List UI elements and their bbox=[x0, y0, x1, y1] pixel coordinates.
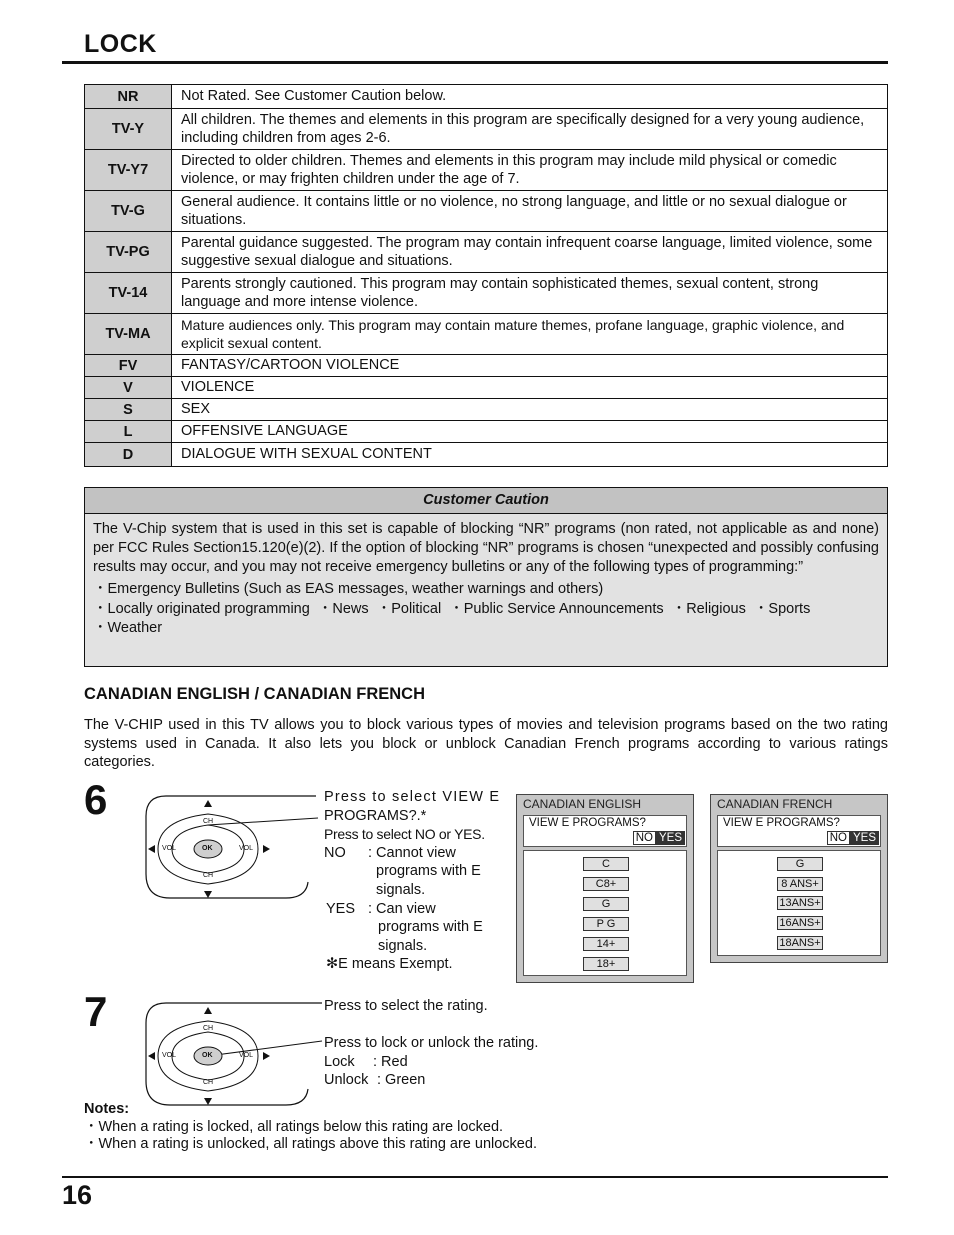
rating-item[interactable]: 8 ANS+ bbox=[777, 877, 823, 891]
lock-value: : Red bbox=[373, 1053, 408, 1070]
rating-code: TV-PG bbox=[85, 232, 172, 273]
no-option[interactable]: NO bbox=[827, 831, 850, 845]
no-yes-toggle[interactable] bbox=[633, 831, 685, 845]
no-text: : Cannot view bbox=[368, 844, 456, 861]
no-option[interactable]: NO bbox=[633, 831, 656, 845]
table-row bbox=[85, 377, 888, 399]
table-row bbox=[85, 109, 888, 150]
option-question: VIEW E PROGRAMS? bbox=[723, 817, 840, 829]
step6-no-row bbox=[324, 844, 514, 863]
ch-down-label: CH bbox=[203, 872, 214, 879]
caution-bullet: ・Emergency Bulletins (Such as EAS messages, weather warnings and others) bbox=[93, 581, 604, 597]
title-divider bbox=[62, 61, 888, 64]
step-number: 7 bbox=[84, 988, 108, 1035]
ratings-table bbox=[84, 84, 888, 467]
exempt-footnote: ✻E means Exempt. bbox=[326, 956, 453, 973]
rating-item[interactable]: P G bbox=[583, 917, 629, 931]
step6-line: Press to select VIEW E bbox=[324, 789, 501, 805]
unlock-label: Unlock bbox=[324, 1072, 369, 1089]
rating-code: TV-G bbox=[85, 191, 172, 232]
page-number: 16 bbox=[62, 1180, 93, 1210]
rating-description: Mature audiences only. This program may contain mature themes, profane language, graphic violence, and explicit sexual content. bbox=[172, 314, 888, 355]
caution-text: The V-Chip system that is used in this set is capable of blocking “NR” programs (non rated, not applicable as and none) per FCC Rules Section15.120(e)(2). If the option of blocking “NR” programs is chosen “unexpected and possibly confusing results may occur, and you may not receive emergency bulletins or any of the following types of programming:” bbox=[93, 521, 879, 575]
notes bbox=[84, 1101, 537, 1154]
table-row bbox=[85, 355, 888, 377]
ch-up-label: CH bbox=[203, 818, 214, 825]
view-e-programs-option[interactable] bbox=[523, 815, 687, 847]
option-question: VIEW E PROGRAMS? bbox=[529, 817, 646, 829]
rating-description: SEX bbox=[172, 399, 888, 421]
rating-code: FV bbox=[85, 355, 172, 377]
vol-left-label: VOL bbox=[162, 845, 177, 852]
step6-line: PROGRAMS?.* bbox=[324, 807, 427, 824]
rating-item[interactable]: G bbox=[777, 857, 823, 871]
caution-bullet: ・Public Service Announcements bbox=[449, 600, 664, 617]
rating-description: Directed to older children. Themes and elements in this program may include mild physical or comedic violence, or may frighten children under the age of 7. bbox=[172, 150, 888, 191]
unlock-row bbox=[324, 1071, 584, 1090]
view-e-programs-option[interactable] bbox=[717, 815, 881, 847]
step-number: 6 bbox=[84, 776, 108, 823]
lock-label: Lock bbox=[324, 1053, 355, 1070]
rating-description: OFFENSIVE LANGUAGE bbox=[172, 421, 888, 443]
ok-button-label: OK bbox=[202, 845, 213, 852]
rating-item[interactable]: 18ANS+ bbox=[777, 936, 823, 950]
caution-bullet-row bbox=[93, 600, 879, 620]
lock-row bbox=[324, 1053, 584, 1072]
caution-bullet: ・Locally originated programming bbox=[93, 600, 310, 617]
section-intro: The V-CHIP used in this TV allows you to block various types of movies and television programs based on the two rating systems used in Canada. It also lets you block or unblock Canadian French programs according to various ratings categories. bbox=[84, 717, 888, 770]
rating-item[interactable]: 14+ bbox=[583, 937, 629, 951]
yes-text: : Can view bbox=[368, 900, 436, 917]
rating-description: VIOLENCE bbox=[172, 377, 888, 399]
table-row bbox=[85, 314, 888, 355]
step7-select-instruction: Press to select the rating. bbox=[324, 998, 488, 1014]
note-item: ・When a rating is locked, all ratings below this rating are locked. bbox=[84, 1118, 504, 1135]
rating-code: TV-14 bbox=[85, 273, 172, 314]
vol-right-label: VOL bbox=[239, 845, 254, 852]
yes-label: YES bbox=[326, 900, 356, 917]
rating-code: NR bbox=[85, 85, 172, 109]
vol-left-label: VOL bbox=[162, 1052, 177, 1059]
step7-line: Press to lock or unlock the rating. bbox=[324, 1035, 539, 1051]
caution-title: Customer Caution bbox=[85, 488, 887, 514]
yes-text: programs with E bbox=[378, 919, 483, 936]
rating-item[interactable]: C8+ bbox=[583, 877, 629, 891]
rating-code: L bbox=[85, 421, 172, 443]
rating-code: TV-Y bbox=[85, 109, 172, 150]
page-title: LOCK bbox=[84, 30, 157, 58]
no-label: NO bbox=[324, 844, 346, 861]
unlock-value: : Green bbox=[377, 1072, 426, 1089]
note-item: ・When a rating is unlocked, all ratings above this rating are unlocked. bbox=[84, 1136, 537, 1152]
rating-item[interactable]: 13ANS+ bbox=[777, 896, 823, 910]
rating-list bbox=[523, 850, 687, 976]
no-text: signals. bbox=[376, 881, 426, 898]
rating-description: DIALOGUE WITH SEXUAL CONTENT bbox=[172, 443, 888, 467]
ch-down-label: CH bbox=[203, 1079, 214, 1086]
rating-item[interactable]: C bbox=[583, 857, 629, 871]
yes-text: signals. bbox=[378, 937, 428, 954]
table-row bbox=[85, 150, 888, 191]
footer-divider bbox=[62, 1176, 888, 1178]
rating-list bbox=[717, 850, 881, 956]
notes-title: Notes: bbox=[84, 1101, 130, 1117]
caution-bullet: ・News bbox=[317, 600, 369, 617]
table-row bbox=[85, 421, 888, 443]
rating-code: D bbox=[85, 443, 172, 467]
step6-instructions bbox=[324, 788, 514, 974]
yes-option[interactable]: YES bbox=[850, 831, 879, 845]
caution-bullet: ・Sports bbox=[753, 600, 811, 617]
step6-yes-row bbox=[324, 900, 514, 919]
table-row bbox=[85, 191, 888, 232]
screen-title: CANADIAN ENGLISH bbox=[523, 797, 642, 811]
caution-bullet: ・Religious bbox=[671, 600, 746, 617]
caution-bullet: ・Political bbox=[376, 600, 442, 617]
table-row bbox=[85, 399, 888, 421]
no-text: programs with E bbox=[376, 863, 481, 880]
rating-description: Not Rated. See Customer Caution below. bbox=[172, 85, 888, 109]
rating-code: TV-Y7 bbox=[85, 150, 172, 191]
table-row bbox=[85, 443, 888, 467]
rating-code: TV-MA bbox=[85, 314, 172, 355]
rating-description: All children. The themes and elements in this program are specifically designed for a very young audience, including children from ages 2-6. bbox=[172, 109, 888, 150]
yes-option[interactable]: YES bbox=[656, 831, 685, 845]
caution-body bbox=[85, 514, 887, 639]
rating-item[interactable]: 16ANS+ bbox=[777, 916, 823, 930]
canadian-french-screen bbox=[710, 794, 888, 963]
ch-up-label: CH bbox=[203, 1025, 214, 1032]
vol-right-label: VOL bbox=[239, 1052, 254, 1059]
rating-description: FANTASY/CARTOON VIOLENCE bbox=[172, 355, 888, 377]
table-row bbox=[85, 273, 888, 314]
no-yes-toggle[interactable] bbox=[827, 831, 879, 845]
step6-line: Press to select NO or YES. bbox=[324, 826, 485, 843]
caution-bullet: ・Weather bbox=[93, 620, 163, 636]
step7-lock-instructions bbox=[324, 1034, 584, 1090]
customer-caution-box bbox=[84, 487, 888, 667]
ok-button-label: OK bbox=[202, 1052, 213, 1059]
section-heading: CANADIAN ENGLISH / CANADIAN FRENCH bbox=[84, 685, 425, 703]
rating-description: Parental guidance suggested. The program may contain infrequent coarse language, limited violence, some suggestive sexual dialogue and situations. bbox=[172, 232, 888, 273]
table-row bbox=[85, 85, 888, 109]
rating-description: Parents strongly cautioned. This program may contain sophisticated themes, sexual content, strong language and more intense violence. bbox=[172, 273, 888, 314]
rating-code: S bbox=[85, 399, 172, 421]
rating-item[interactable]: G bbox=[583, 897, 629, 911]
table-row bbox=[85, 232, 888, 273]
rating-description: General audience. It contains little or no violence, no strong language, and little or no sexual dialogue or situations. bbox=[172, 191, 888, 232]
rating-item[interactable]: 18+ bbox=[583, 957, 629, 971]
rating-code: V bbox=[85, 377, 172, 399]
canadian-english-screen bbox=[516, 794, 694, 983]
screen-title: CANADIAN FRENCH bbox=[717, 797, 833, 811]
caution-bullets bbox=[93, 580, 879, 639]
